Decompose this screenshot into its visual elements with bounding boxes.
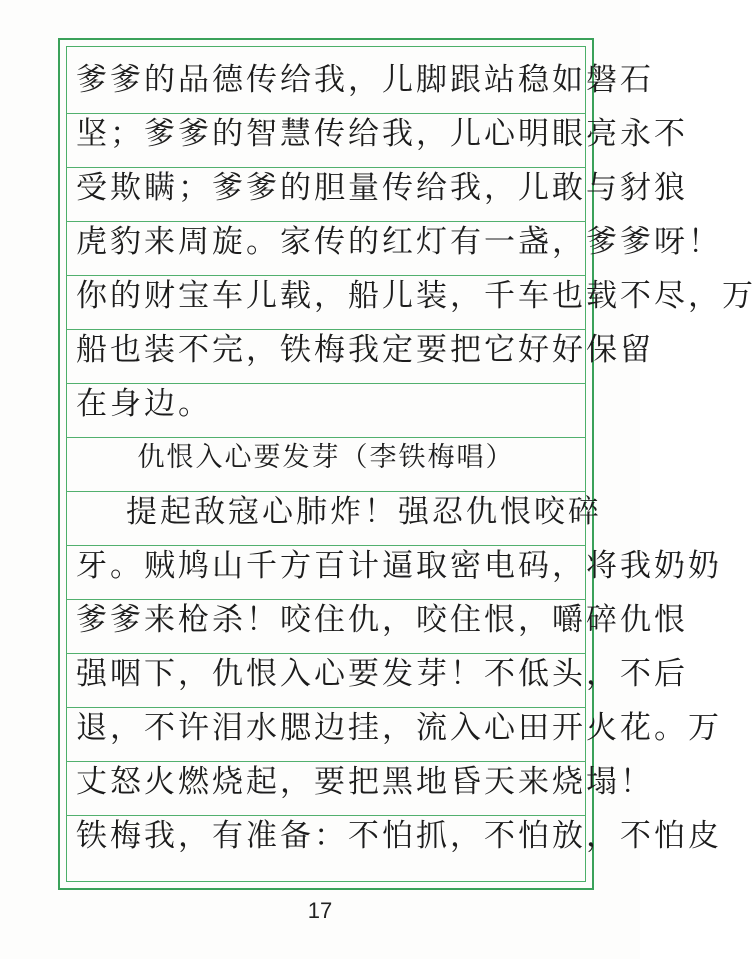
- text-line: 坚；爹爹的智慧传给我，儿心明眼亮永不: [66, 100, 586, 168]
- text-line: 牙。贼鸠山千方百计逼取密电码，将我奶奶: [66, 532, 586, 600]
- text-line: 强咽下，仇恨入心要发芽！不低头，不后: [66, 640, 586, 708]
- text-line: 提起敌寇心肺炸！强忍仇恨咬碎: [66, 478, 586, 546]
- text-line: 丈怒火燃烧起，要把黑地昏天来烧塌！: [66, 748, 586, 816]
- text-line: 爹爹来枪杀！咬住仇，咬住恨，嚼碎仇恨: [66, 586, 586, 654]
- text-line: 船也装不完，铁梅我定要把它好好保留: [66, 316, 586, 384]
- text-line: 退，不许泪水腮边挂，流入心田开火花。万: [66, 694, 586, 762]
- text-line: 爹爹的品德传给我，儿脚跟站稳如磐石: [66, 46, 586, 114]
- text-line: 铁梅我，有准备：不怕抓，不怕放，不怕皮: [76, 818, 722, 854]
- text-line: 受欺瞒；爹爹的胆量传给我，儿敢与豺狼: [66, 154, 586, 222]
- text-line: 你的财宝车儿载，船儿装，千车也载不尽，万: [66, 262, 586, 330]
- text-line: 虎豹来周旋。家传的红灯有一盏，爹爹呀！: [66, 208, 586, 276]
- text-line: 在身边。: [66, 370, 586, 438]
- page-number: 17: [307, 898, 333, 923]
- section-title: 仇恨入心要发芽（李铁梅唱）: [66, 424, 586, 492]
